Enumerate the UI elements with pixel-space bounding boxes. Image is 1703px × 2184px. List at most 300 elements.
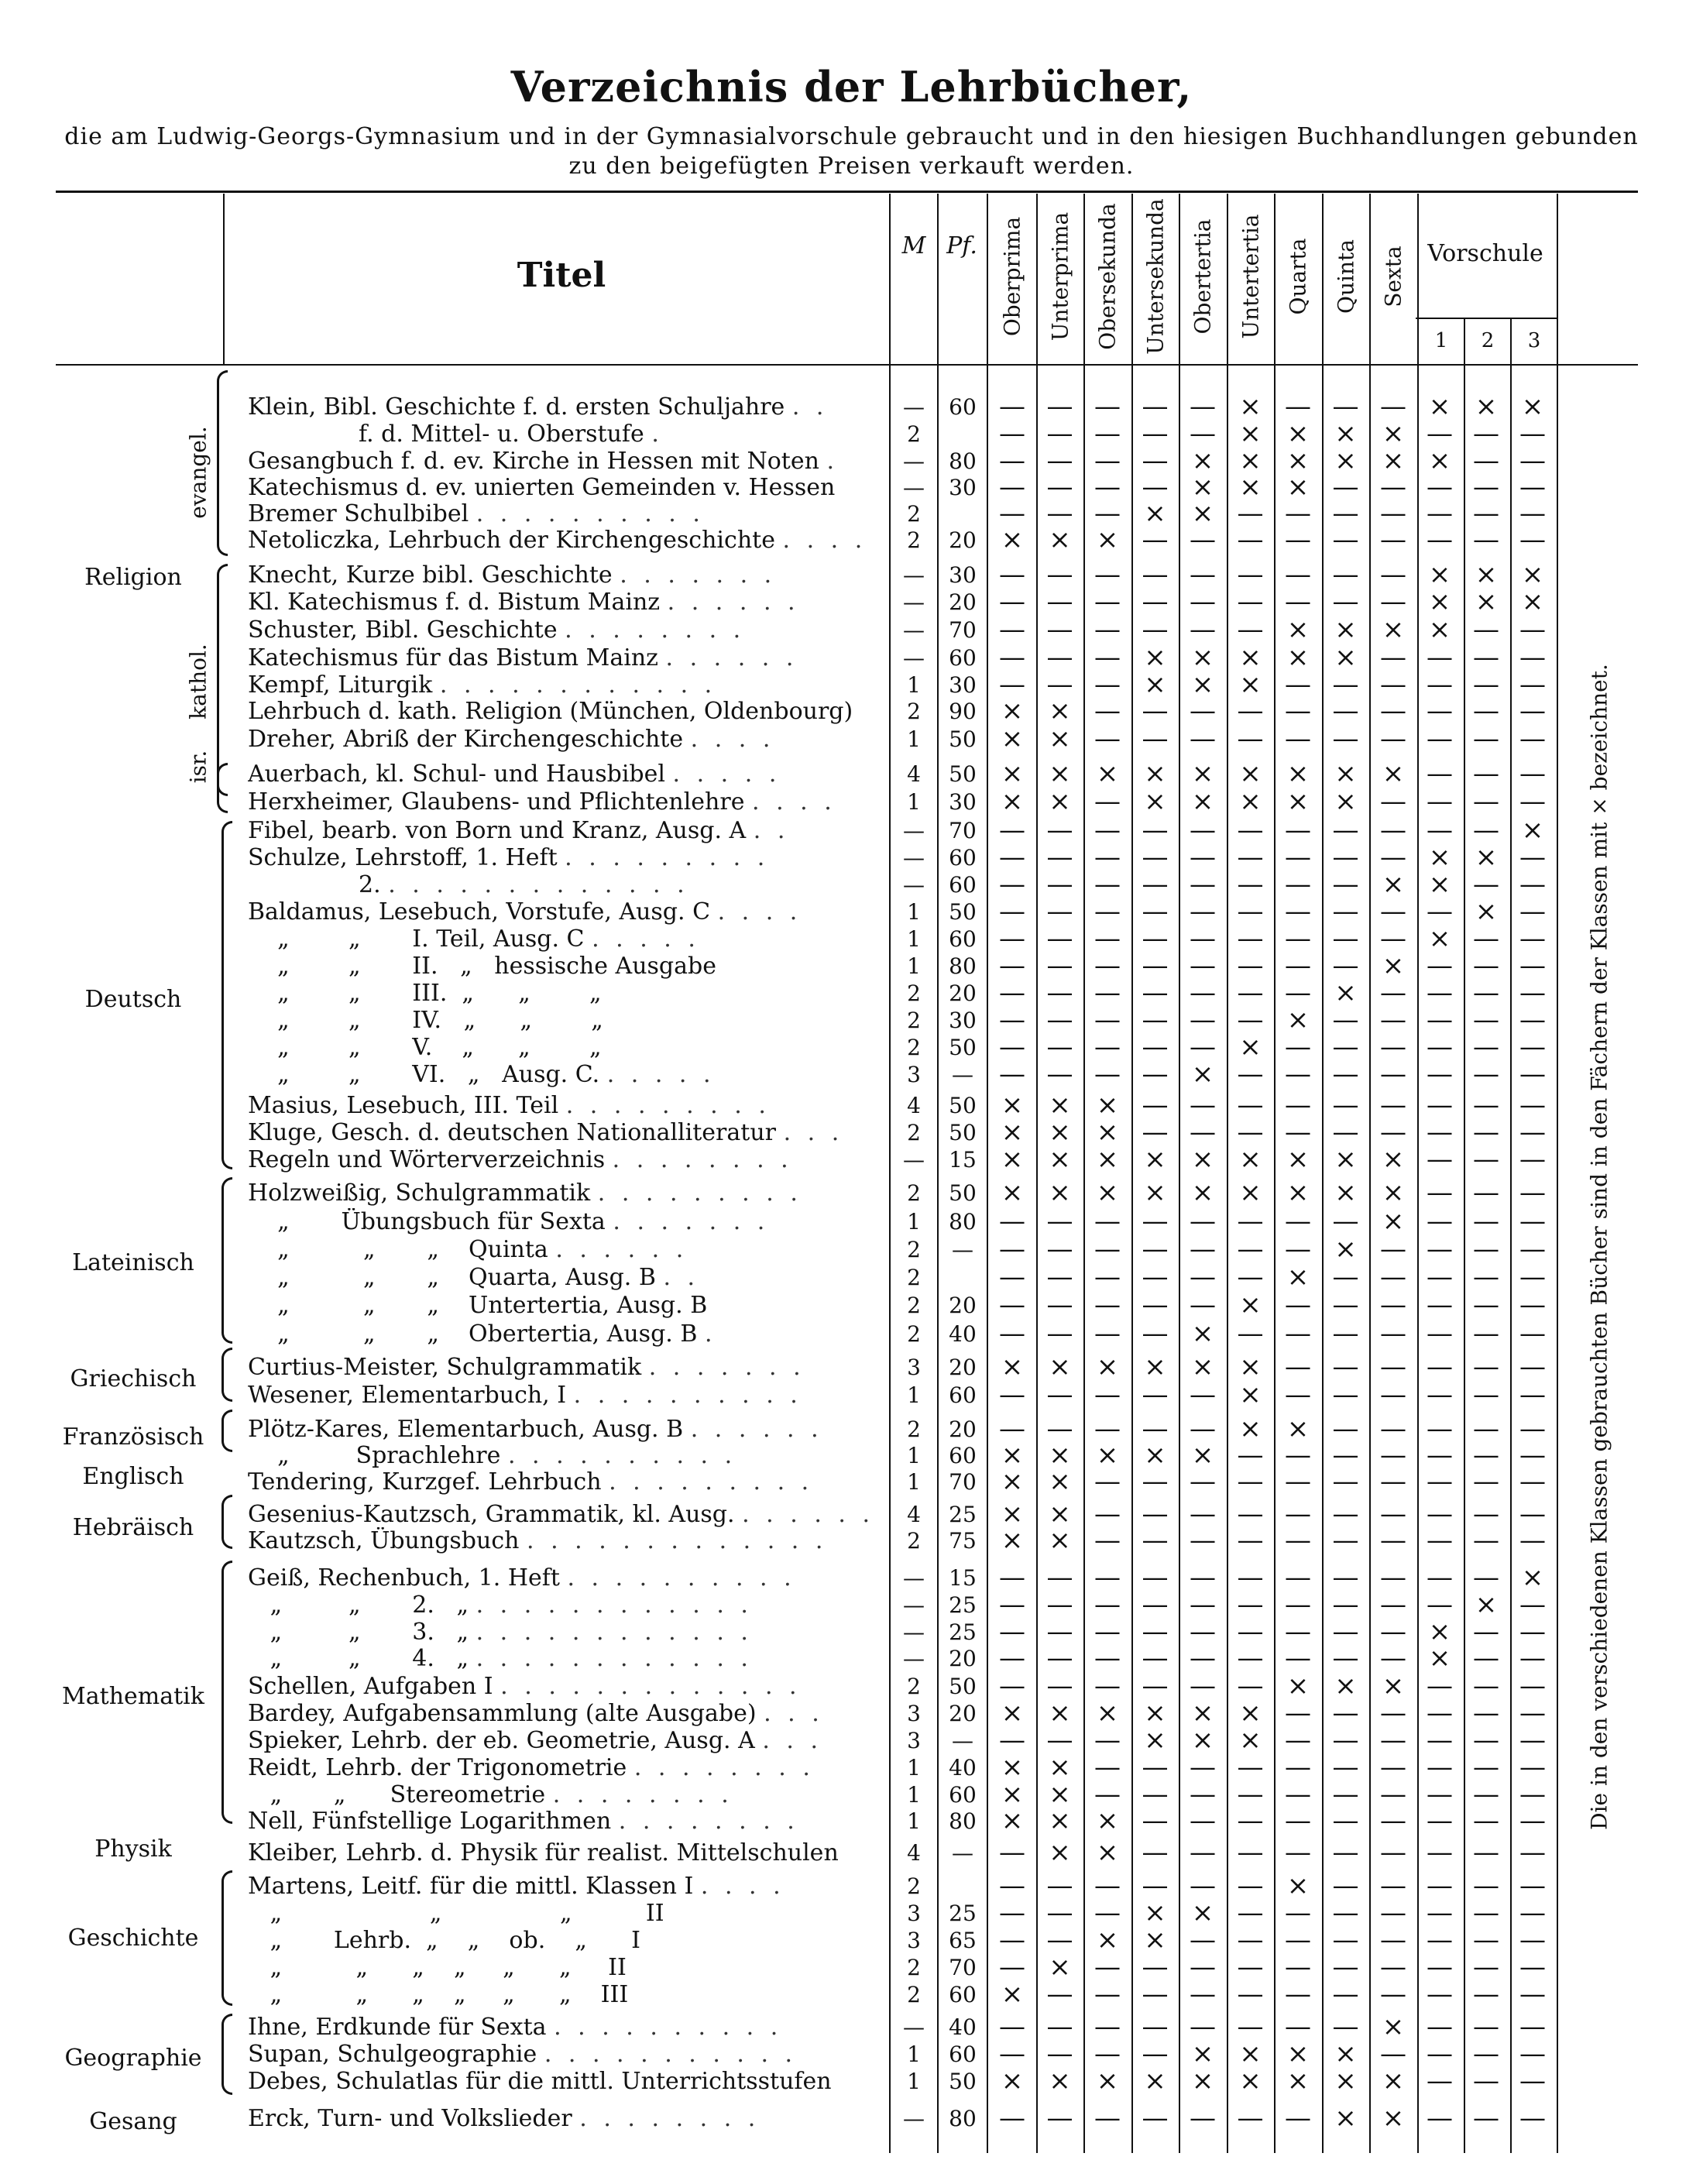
usage-mark: × [1382,1206,1405,1237]
usage-mark: × [1144,758,1166,789]
no-usage-dash: — [1285,1499,1311,1530]
price-pfennig: 20 [949,1417,977,1442]
no-usage-dash: — [999,2011,1025,2042]
book-title [248,898,883,925]
no-usage-dash: — [1142,896,1169,927]
no-usage-dash: — [1380,1004,1406,1035]
price-pfennig: 60 [949,645,977,671]
usage-mark: × [1191,472,1214,503]
no-usage-dash: — [1427,642,1453,673]
no-usage-dash: — [1237,1925,1264,1956]
no-usage-dash: — [1427,1925,1453,1956]
book-title [248,1092,883,1119]
table-row [0,1413,1703,1444]
no-usage-dash: — [1142,695,1169,726]
no-usage-dash: — [1473,1351,1499,1382]
usage-mark: × [1001,1177,1024,1208]
no-usage-dash: — [1190,1752,1216,1783]
usage-mark: × [1096,1440,1119,1471]
price-mark: 2 [907,1035,921,1060]
price-pfennig: — [952,1728,973,1753]
price-pfennig: — [952,1840,973,1866]
leader-dots: . . [753,817,790,844]
no-usage-dash: — [1519,1234,1546,1265]
no-usage-dash: — [1332,1979,1359,2010]
book-title-text: „ „ 4. „ [248,1645,469,1672]
no-usage-dash: — [1142,723,1169,754]
no-usage-dash: — [1142,418,1169,449]
no-usage-dash: — [1519,950,1546,981]
no-usage-dash: — [1142,842,1169,873]
table-row [0,1805,1703,1836]
book-title-text: Holzweißig, Schulgrammatik [248,1180,591,1207]
no-usage-dash: — [1519,1206,1546,1237]
no-usage-dash: — [999,1004,1025,1035]
class-header-label: Quinta [1333,239,1358,314]
no-usage-dash: — [1190,923,1216,954]
no-usage-dash: — [1142,869,1169,900]
no-usage-dash: — [1285,586,1311,617]
usage-mark: × [1191,1059,1214,1090]
no-usage-dash: — [1237,842,1264,873]
no-usage-dash: — [1285,1090,1311,1121]
no-usage-dash: — [1046,418,1073,449]
no-usage-dash: — [1473,445,1499,476]
book-title [248,1180,883,1207]
book-title [248,589,883,616]
no-usage-dash: — [1285,815,1311,846]
no-usage-dash: — [1237,1952,1264,1983]
usage-mark: × [1049,695,1071,726]
table-row [0,950,1703,981]
usage-mark: × [1521,815,1544,846]
price-pfennig: 20 [949,1293,977,1318]
no-usage-dash: — [1237,723,1264,754]
no-usage-dash: — [1473,950,1499,981]
no-usage-dash: — [1142,1616,1169,1647]
usage-mark: × [1001,723,1024,754]
no-usage-dash: — [1142,1589,1169,1620]
no-usage-dash: — [1094,1206,1121,1237]
no-usage-dash: — [1427,1351,1453,1382]
no-usage-dash: — [1519,2038,1546,2069]
no-usage-dash: — [1473,1466,1499,1497]
book-title-text: Fibel, bearb. von Born und Kranz, Ausg. A [248,817,747,844]
price-mark: 1 [907,1782,921,1808]
book-title-text: „ „ III. „ „ „ [248,980,602,1007]
price-mark: 3 [907,1901,921,1926]
no-usage-dash: — [1046,1979,1073,2010]
no-usage-dash: — [1285,2103,1311,2134]
no-usage-dash: — [1142,1206,1169,1237]
no-usage-dash: — [1237,1234,1264,1265]
no-usage-dash: — [1427,1117,1453,1148]
no-usage-dash: — [1190,1870,1216,1901]
side-note-text: Die in den verschiedenen Klassen gebrauchten Bücher sind in den Fächern der Klassen mit × bezeichnet. [1586,664,1612,1830]
no-usage-dash: — [1046,869,1073,900]
no-usage-dash: — [1094,1059,1121,1090]
table-row [0,644,1703,671]
no-usage-dash: — [1519,1379,1546,1410]
book-title [248,671,883,699]
leader-dots: . . . . . . [665,644,798,671]
book-title-text: Herxheimer, Glaubens- und Pflichtenlehre [248,788,745,816]
table-row [0,1092,1703,1119]
usage-mark: × [1049,1752,1071,1783]
leader-dots: . . . . . . . . . . . [544,2041,798,2068]
no-usage-dash: — [1190,559,1216,590]
no-usage-dash: — [1285,1234,1311,1265]
no-usage-dash: — [1285,1032,1311,1063]
price-mark: — [903,2014,925,2040]
book-title-text: Bardey, Aufgabensammlung (alte Ausgabe) [248,1700,757,1727]
no-usage-dash: — [1094,977,1121,1008]
usage-mark: × [1239,1032,1262,1063]
no-usage-dash: — [1190,695,1216,726]
no-usage-dash: — [1046,1616,1073,1647]
no-usage-dash: — [1237,695,1264,726]
usage-mark: × [1239,1698,1262,1729]
no-usage-dash: — [1190,1925,1216,1956]
no-usage-dash: — [1380,1440,1406,1471]
price-mark: 1 [907,1469,921,1495]
table-row [0,898,1703,925]
no-usage-dash: — [1046,445,1073,476]
no-usage-dash: — [1190,1616,1216,1647]
table-row [0,844,1703,871]
usage-mark: × [1239,1289,1262,1320]
price-pfennig: 60 [949,845,977,871]
usage-mark: × [1096,1805,1119,1836]
no-usage-dash: — [1473,695,1499,726]
no-usage-dash: — [999,642,1025,673]
table-row [0,2038,1703,2069]
usage-mark: × [1239,1413,1262,1444]
price-mark: 2 [907,980,921,1006]
book-title [248,1619,883,1646]
usage-mark: × [1096,1837,1119,1868]
book-title [248,561,883,589]
usage-mark: × [1239,786,1262,817]
subject-hebraeisch: Hebräisch [72,1514,194,1541]
price-mark: 1 [907,1382,921,1408]
no-usage-dash: — [1519,1979,1546,2010]
usage-mark: × [1001,758,1024,789]
usage-mark: × [1049,524,1071,555]
no-usage-dash: — [1237,1671,1264,1702]
usage-mark: × [1096,1177,1119,1208]
leader-dots: . . . . . [606,1061,716,1088]
no-usage-dash: — [1473,786,1499,817]
usage-mark: × [1382,1671,1405,1702]
no-usage-dash: — [1427,950,1453,981]
price-pfennig: 50 [949,761,977,787]
price-pfennig: 70 [949,617,977,643]
book-title [248,698,883,725]
usage-mark: × [1286,1177,1310,1208]
no-usage-dash: — [999,1897,1025,1928]
usage-mark: × [1286,2038,1310,2069]
table-row [0,1320,1703,1348]
no-usage-dash: — [1427,896,1453,927]
no-usage-dash: — [1142,1525,1169,1556]
no-usage-dash: — [1094,669,1121,700]
column-header-vorschule: Vorschule [1427,240,1543,267]
usage-mark: × [1428,842,1451,873]
class-column-line [1227,194,1228,2153]
no-usage-dash: — [1519,669,1546,700]
usage-mark: × [1001,1144,1024,1175]
no-usage-dash: — [1473,1897,1499,1928]
book-title-text: Gesangbuch f. d. ev. Kirche in Hessen mit Noten [248,448,819,475]
no-usage-dash: — [1094,1466,1121,1497]
price-pfennig: 80 [949,953,977,979]
vorschule-column-line [1510,318,1512,2153]
class-header-quinta [1322,203,1370,350]
no-usage-dash: — [1332,524,1359,555]
no-usage-dash: — [1427,1562,1453,1593]
usage-mark: × [1049,2066,1071,2096]
usage-mark: × [1334,1234,1357,1265]
no-usage-dash: — [1094,2011,1121,2042]
side-note [1572,589,1626,1905]
book-title-text: „ „ 2. „ [248,1592,469,1619]
no-usage-dash: — [1473,815,1499,846]
book-title-text: Kl. Katechismus f. d. Bistum Mainz [248,589,661,616]
usage-mark: × [1001,1351,1024,1382]
no-usage-dash: — [1427,1837,1453,1868]
no-usage-dash: — [1237,1897,1264,1928]
usage-mark: × [1144,642,1166,673]
leader-dots: . [826,448,839,475]
usage-mark: × [1096,1351,1119,1382]
no-usage-dash: — [1519,1589,1546,1620]
no-usage-dash: — [1285,1440,1311,1471]
no-usage-dash: — [1519,1643,1546,1674]
no-usage-dash: — [1519,1413,1546,1444]
book-title [248,2068,883,2095]
no-usage-dash: — [1427,1698,1453,1729]
book-title [248,2041,883,2068]
no-usage-dash: — [1094,2103,1121,2134]
usage-mark: × [1001,1979,1024,2010]
no-usage-dash: — [1473,642,1499,673]
price-mark: 2 [907,1180,921,1206]
leader-dots: . . . . . . . [613,1208,770,1235]
price-pfennig: 70 [949,1469,977,1495]
book-title-text: Auerbach, kl. Schul- und Hausbibel [248,761,665,788]
subject-religion: Religion [84,564,182,591]
usage-mark: × [1382,445,1405,476]
usage-mark: × [1239,418,1262,449]
no-usage-dash: — [1380,1952,1406,1983]
no-usage-dash: — [1519,977,1546,1008]
usage-mark: × [1096,1925,1119,1956]
no-usage-dash: — [999,669,1025,700]
no-usage-dash: — [1380,524,1406,555]
no-usage-dash: — [1285,1979,1311,2010]
no-usage-dash: — [1519,1059,1546,1090]
no-usage-dash: — [1285,1952,1311,1983]
no-usage-dash: — [1519,1117,1546,1148]
no-usage-dash: — [1190,1289,1216,1320]
leader-dots: . . . . [717,898,802,925]
book-title [248,2105,883,2132]
no-usage-dash: — [1237,1090,1264,1121]
subsection-evangel-label: evangel. [185,426,211,519]
usage-mark: × [1239,758,1262,789]
book-title-text: Debes, Schulatlas für die mittl. Unterrichtsstufen [248,2068,832,2095]
table-row [0,1351,1703,1382]
book-title-text: „ „ VI. „ Ausg. C. [248,1061,600,1088]
no-usage-dash: — [1046,586,1073,617]
vorschule-class-header: 2 [1481,329,1495,352]
no-usage-dash: — [1332,1837,1359,1868]
usage-mark: × [1475,586,1498,617]
no-usage-dash: — [1142,559,1169,590]
leader-dots: . . . [783,1119,844,1146]
usage-mark: × [1428,391,1451,422]
no-usage-dash: — [1473,1440,1499,1471]
price-mark: 2 [907,1321,921,1347]
no-usage-dash: — [1332,842,1359,873]
no-usage-dash: — [1094,869,1121,900]
price-pfennig: 60 [949,394,977,420]
book-title-text: „ Übungsbuch für Sexta [248,1208,606,1235]
book-title [248,500,883,527]
vorschule-column-line [1464,318,1465,2153]
usage-mark: × [1144,1925,1166,1956]
book-title-text: „ „ „ II [248,1900,664,1927]
book-title [248,1119,883,1146]
usage-mark: × [1096,1698,1119,1729]
leader-dots: . . . . . [592,925,700,953]
no-usage-dash: — [1473,1525,1499,1556]
book-title-text: „ „ V. „ „ „ [248,1034,602,1061]
class-header-untersekunda [1131,198,1179,355]
usage-mark: × [1144,1144,1166,1175]
no-usage-dash: — [1094,1234,1121,1265]
usage-mark: × [1239,1725,1262,1756]
no-usage-dash: — [1473,2011,1499,2042]
no-usage-dash: — [1380,391,1406,422]
usage-mark: × [1428,445,1451,476]
usage-mark: × [1001,1525,1024,1556]
book-title [248,1468,883,1495]
no-usage-dash: — [1332,1413,1359,1444]
subject-physik: Physik [94,1835,172,1863]
class-column-line [1417,194,1419,2153]
no-usage-dash: — [1190,842,1216,873]
no-usage-dash: — [1237,498,1264,529]
no-usage-dash: — [1237,1466,1264,1497]
no-usage-dash: — [1285,1837,1311,1868]
no-usage-dash: — [1237,815,1264,846]
usage-mark: × [1096,2066,1119,2096]
no-usage-dash: — [999,614,1025,645]
table-row [0,418,1703,449]
no-usage-dash: — [1332,1752,1359,1783]
no-usage-dash: — [999,445,1025,476]
leader-dots: . . . . . . [742,1501,875,1528]
price-pfennig: 25 [949,1901,977,1926]
book-title [248,1320,883,1348]
no-usage-dash: — [1190,1090,1216,1121]
no-usage-dash: — [1094,2038,1121,2069]
no-usage-dash: — [999,1870,1025,1901]
no-usage-dash: — [1237,1752,1264,1783]
no-usage-dash: — [1473,1144,1499,1175]
book-title [248,1007,883,1034]
book-title [248,1954,883,1981]
subject-column-line [223,194,225,364]
no-usage-dash: — [1094,923,1121,954]
table-row [0,1754,1703,1781]
usage-mark: × [1144,1177,1166,1208]
no-usage-dash: — [1380,642,1406,673]
no-usage-dash: — [1380,472,1406,503]
no-usage-dash: — [1473,418,1499,449]
usage-mark: × [1239,472,1262,503]
price-pfennig: 20 [949,1355,977,1380]
no-usage-dash: — [1237,2011,1264,2042]
table-row [0,1781,1703,1808]
no-usage-dash: — [1142,1234,1169,1265]
no-usage-dash: — [1190,1525,1216,1556]
no-usage-dash: — [1519,614,1546,645]
price-mark: — [903,872,925,898]
table-row [0,586,1703,617]
book-title-text: Kautzsch, Übungsbuch [248,1527,520,1554]
no-usage-dash: — [1332,1289,1359,1320]
no-usage-dash: — [1285,2011,1311,2042]
usage-mark: × [1382,418,1405,449]
price-mark: 1 [907,926,921,952]
book-title [248,788,883,816]
leader-dots: . . . . . . . . [618,1808,799,1835]
usage-mark: × [1144,1440,1166,1471]
no-usage-dash: — [1046,559,1073,590]
usage-mark: × [1475,391,1498,422]
no-usage-dash: — [1190,1032,1216,1063]
no-usage-dash: — [1094,1589,1121,1620]
no-usage-dash: — [1046,1032,1073,1063]
no-usage-dash: — [1473,869,1499,900]
no-usage-dash: — [1427,1589,1453,1620]
no-usage-dash: — [1190,2103,1216,2134]
no-usage-dash: — [1519,498,1546,529]
no-usage-dash: — [1427,815,1453,846]
no-usage-dash: — [1427,1897,1453,1928]
no-usage-dash: — [1473,1952,1499,1983]
no-usage-dash: — [999,842,1025,873]
book-title [248,527,883,554]
usage-mark: × [1286,1413,1310,1444]
no-usage-dash: — [1190,950,1216,981]
price-pfennig: 50 [949,2069,977,2094]
no-usage-dash: — [999,896,1025,927]
no-usage-dash: — [1332,1616,1359,1647]
book-title [248,1900,883,1927]
no-usage-dash: — [1380,1752,1406,1783]
no-usage-dash: — [1519,695,1546,726]
book-title [248,1416,883,1443]
no-usage-dash: — [1380,1262,1406,1293]
usage-mark: × [1334,758,1357,789]
no-usage-dash: — [1190,869,1216,900]
no-usage-dash: — [1332,1318,1359,1349]
no-usage-dash: — [1427,1671,1453,1702]
